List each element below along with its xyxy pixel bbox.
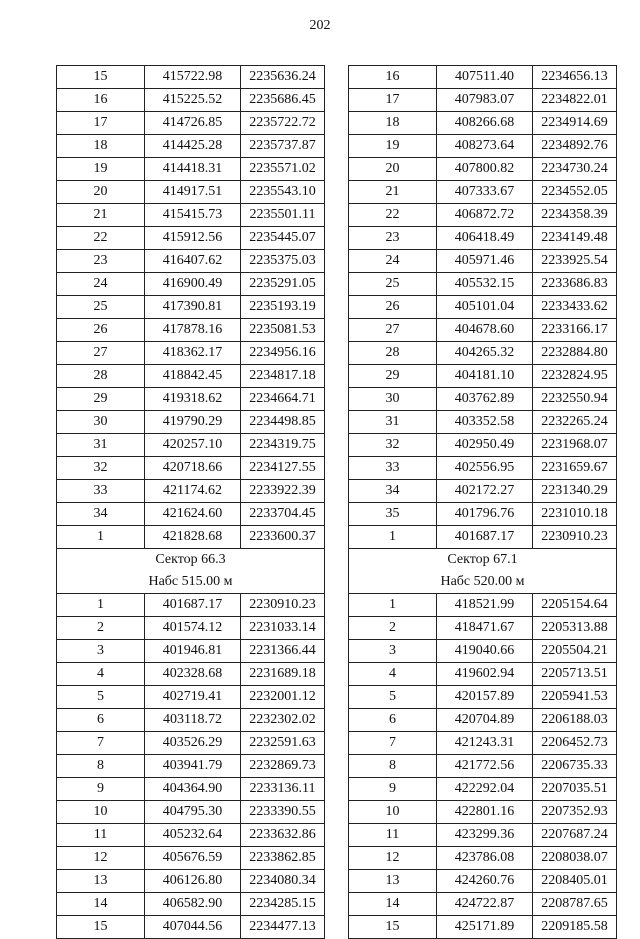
y-coordinate-cell: 2231033.14: [241, 617, 325, 640]
table-row: [349, 388, 617, 411]
page-number: 202: [309, 18, 331, 33]
x-coordinate-cell: 405676.59: [145, 847, 241, 870]
point-number-cell: 30: [349, 388, 437, 411]
y-coordinate-cell: 2234730.24: [533, 158, 617, 181]
y-coordinate-cell: 2235193.19: [241, 296, 325, 319]
y-coordinate-cell: 2234817.18: [241, 365, 325, 388]
table-row: [57, 801, 325, 824]
point-number-cell: 28: [57, 365, 145, 388]
point-number-cell: 3: [349, 640, 437, 663]
y-coordinate-cell: 2235571.02: [241, 158, 325, 181]
y-coordinate-cell: 2235501.11: [241, 204, 325, 227]
x-coordinate-cell: 423786.08: [437, 847, 533, 870]
y-coordinate-cell: 2232302.02: [241, 709, 325, 732]
sector-header-row: [57, 549, 325, 594]
point-number-cell: 25: [349, 273, 437, 296]
y-coordinate-cell: 2207035.51: [533, 778, 617, 801]
x-coordinate-cell: 418471.67: [437, 617, 533, 640]
y-coordinate-cell: 2233166.17: [533, 319, 617, 342]
table-row: [349, 89, 617, 112]
x-coordinate-cell: 419318.62: [145, 388, 241, 411]
table-row: [57, 250, 325, 273]
point-number-cell: 26: [349, 296, 437, 319]
table-row: [349, 66, 617, 89]
x-coordinate-cell: 421828.68: [145, 526, 241, 549]
point-number-cell: 23: [349, 227, 437, 250]
y-coordinate-cell: 2207352.93: [533, 801, 617, 824]
table-row: [57, 755, 325, 778]
point-number-cell: 29: [349, 365, 437, 388]
y-coordinate-cell: 2206735.33: [533, 755, 617, 778]
x-coordinate-cell: 404364.90: [145, 778, 241, 801]
point-number-cell: 31: [57, 434, 145, 457]
y-coordinate-cell: 2235543.10: [241, 181, 325, 204]
table-row: [57, 663, 325, 686]
table-row: [57, 594, 325, 617]
y-coordinate-cell: 2232550.94: [533, 388, 617, 411]
point-number-cell: 20: [349, 158, 437, 181]
sector-header: [349, 549, 617, 594]
point-number-cell: 19: [349, 135, 437, 158]
y-coordinate-cell: 2233686.83: [533, 273, 617, 296]
table-row: [349, 847, 617, 870]
x-coordinate-cell: 405101.04: [437, 296, 533, 319]
point-number-cell: 11: [349, 824, 437, 847]
point-number-cell: 6: [349, 709, 437, 732]
y-coordinate-cell: 2234914.69: [533, 112, 617, 135]
point-number-cell: 31: [349, 411, 437, 434]
table-row: [57, 319, 325, 342]
y-coordinate-cell: 2208405.01: [533, 870, 617, 893]
point-number-cell: 14: [57, 893, 145, 916]
point-number-cell: 8: [57, 755, 145, 778]
point-number-cell: 28: [349, 342, 437, 365]
x-coordinate-cell: 407983.07: [437, 89, 533, 112]
x-coordinate-cell: 417390.81: [145, 296, 241, 319]
x-coordinate-cell: 404181.10: [437, 365, 533, 388]
table-row: [349, 319, 617, 342]
point-number-cell: 12: [349, 847, 437, 870]
table-row: [57, 158, 325, 181]
point-number-cell: 4: [349, 663, 437, 686]
y-coordinate-cell: 2234552.05: [533, 181, 617, 204]
x-coordinate-cell: 406872.72: [437, 204, 533, 227]
table-row: [57, 480, 325, 503]
table-row: [57, 342, 325, 365]
point-number-cell: 14: [349, 893, 437, 916]
point-number-cell: 7: [349, 732, 437, 755]
y-coordinate-cell: 2208787.65: [533, 893, 617, 916]
table-row: [349, 916, 617, 939]
point-number-cell: 24: [57, 273, 145, 296]
sector-height: Набс 520.00 м: [440, 574, 525, 589]
table-row: [57, 824, 325, 847]
x-coordinate-cell: 403941.79: [145, 755, 241, 778]
table-row: [57, 617, 325, 640]
y-coordinate-cell: 2234477.13: [241, 916, 325, 939]
y-coordinate-cell: 2231659.67: [533, 457, 617, 480]
x-coordinate-cell: 401687.17: [145, 594, 241, 617]
point-number-cell: 32: [57, 457, 145, 480]
table-row: [349, 709, 617, 732]
table-row: [349, 112, 617, 135]
table-row: [349, 457, 617, 480]
point-number-cell: 11: [57, 824, 145, 847]
x-coordinate-cell: 419602.94: [437, 663, 533, 686]
point-number-cell: 35: [349, 503, 437, 526]
table-row: [349, 824, 617, 847]
y-coordinate-cell: 2235737.87: [241, 135, 325, 158]
point-number-cell: 33: [349, 457, 437, 480]
point-number-cell: 18: [57, 135, 145, 158]
table-row: [57, 732, 325, 755]
point-number-cell: 2: [349, 617, 437, 640]
point-number-cell: 23: [57, 250, 145, 273]
table-row: [349, 181, 617, 204]
point-number-cell: 1: [349, 526, 437, 549]
x-coordinate-cell: 406126.80: [145, 870, 241, 893]
y-coordinate-cell: 2205504.21: [533, 640, 617, 663]
point-number-cell: 22: [349, 204, 437, 227]
x-coordinate-cell: 402328.68: [145, 663, 241, 686]
y-coordinate-cell: 2234892.76: [533, 135, 617, 158]
table-row: [349, 686, 617, 709]
table-row: [57, 686, 325, 709]
y-coordinate-cell: 2232001.12: [241, 686, 325, 709]
x-coordinate-cell: 403762.89: [437, 388, 533, 411]
x-coordinate-cell: 402172.27: [437, 480, 533, 503]
table-row: [57, 273, 325, 296]
point-number-cell: 9: [57, 778, 145, 801]
x-coordinate-cell: 422292.04: [437, 778, 533, 801]
table-row: [349, 411, 617, 434]
y-coordinate-cell: 2205313.88: [533, 617, 617, 640]
x-coordinate-cell: 408273.64: [437, 135, 533, 158]
table-row: [349, 135, 617, 158]
x-coordinate-cell: 418521.99: [437, 594, 533, 617]
y-coordinate-cell: 2233136.11: [241, 778, 325, 801]
point-number-cell: 19: [57, 158, 145, 181]
y-coordinate-cell: 2235291.05: [241, 273, 325, 296]
y-coordinate-cell: 2234080.34: [241, 870, 325, 893]
table-row: [349, 227, 617, 250]
y-coordinate-cell: 2234358.39: [533, 204, 617, 227]
y-coordinate-cell: 2206452.73: [533, 732, 617, 755]
table-row: [349, 617, 617, 640]
table-row: [57, 227, 325, 250]
y-coordinate-cell: 2233433.62: [533, 296, 617, 319]
x-coordinate-cell: 407333.67: [437, 181, 533, 204]
y-coordinate-cell: 2234319.75: [241, 434, 325, 457]
table-row: [349, 640, 617, 663]
x-coordinate-cell: 419790.29: [145, 411, 241, 434]
point-number-cell: 22: [57, 227, 145, 250]
x-coordinate-cell: 420704.89: [437, 709, 533, 732]
y-coordinate-cell: 2233925.54: [533, 250, 617, 273]
y-coordinate-cell: 2205154.64: [533, 594, 617, 617]
table-row: [57, 296, 325, 319]
point-number-cell: 30: [57, 411, 145, 434]
point-number-cell: 21: [349, 181, 437, 204]
table-row: [349, 801, 617, 824]
table-row: [349, 503, 617, 526]
x-coordinate-cell: 424722.87: [437, 893, 533, 916]
point-number-cell: 15: [349, 916, 437, 939]
x-coordinate-cell: 403352.58: [437, 411, 533, 434]
y-coordinate-cell: 2230910.23: [241, 594, 325, 617]
point-number-cell: 16: [57, 89, 145, 112]
coordinates-table-left: [56, 65, 325, 939]
x-coordinate-cell: 421243.31: [437, 732, 533, 755]
y-coordinate-cell: 2235722.72: [241, 112, 325, 135]
y-coordinate-cell: 2235375.03: [241, 250, 325, 273]
table-row: [57, 365, 325, 388]
point-number-cell: 27: [349, 319, 437, 342]
table-row: [57, 709, 325, 732]
y-coordinate-cell: 2233862.85: [241, 847, 325, 870]
sector-header: [57, 549, 325, 594]
x-coordinate-cell: 403526.29: [145, 732, 241, 755]
table-row: [57, 870, 325, 893]
table-row: [57, 135, 325, 158]
table-row: [57, 778, 325, 801]
table-row: [57, 893, 325, 916]
y-coordinate-cell: 2234664.71: [241, 388, 325, 411]
table-row: [349, 158, 617, 181]
table-row: [349, 870, 617, 893]
y-coordinate-cell: 2233704.45: [241, 503, 325, 526]
x-coordinate-cell: 415225.52: [145, 89, 241, 112]
table-row: [57, 411, 325, 434]
table-row: [57, 204, 325, 227]
point-number-cell: 1: [57, 594, 145, 617]
x-coordinate-cell: 419040.66: [437, 640, 533, 663]
table-row: [57, 503, 325, 526]
point-number-cell: 18: [349, 112, 437, 135]
x-coordinate-cell: 404678.60: [437, 319, 533, 342]
y-coordinate-cell: 2230910.23: [533, 526, 617, 549]
x-coordinate-cell: 423299.36: [437, 824, 533, 847]
point-number-cell: 21: [57, 204, 145, 227]
point-number-cell: 25: [57, 296, 145, 319]
y-coordinate-cell: 2232884.80: [533, 342, 617, 365]
point-number-cell: 12: [57, 847, 145, 870]
x-coordinate-cell: 421772.56: [437, 755, 533, 778]
x-coordinate-cell: 420257.10: [145, 434, 241, 457]
point-number-cell: 4: [57, 663, 145, 686]
x-coordinate-cell: 407044.56: [145, 916, 241, 939]
y-coordinate-cell: 2206188.03: [533, 709, 617, 732]
table-row: [57, 66, 325, 89]
y-coordinate-cell: 2233600.37: [241, 526, 325, 549]
point-number-cell: 26: [57, 319, 145, 342]
x-coordinate-cell: 421624.60: [145, 503, 241, 526]
table-row: [349, 893, 617, 916]
x-coordinate-cell: 401687.17: [437, 526, 533, 549]
y-coordinate-cell: 2234149.48: [533, 227, 617, 250]
y-coordinate-cell: 2234285.15: [241, 893, 325, 916]
point-number-cell: 27: [57, 342, 145, 365]
x-coordinate-cell: 415415.73: [145, 204, 241, 227]
y-coordinate-cell: 2232869.73: [241, 755, 325, 778]
x-coordinate-cell: 405971.46: [437, 250, 533, 273]
y-coordinate-cell: 2234956.16: [241, 342, 325, 365]
x-coordinate-cell: 407511.40: [437, 66, 533, 89]
x-coordinate-cell: 414425.28: [145, 135, 241, 158]
table-row: [349, 342, 617, 365]
point-number-cell: 34: [57, 503, 145, 526]
point-number-cell: 34: [349, 480, 437, 503]
y-coordinate-cell: 2232265.24: [533, 411, 617, 434]
y-coordinate-cell: 2232824.95: [533, 365, 617, 388]
x-coordinate-cell: 414917.51: [145, 181, 241, 204]
point-number-cell: 5: [349, 686, 437, 709]
table-row: [349, 755, 617, 778]
point-number-cell: 32: [349, 434, 437, 457]
point-number-cell: 5: [57, 686, 145, 709]
y-coordinate-cell: 2231689.18: [241, 663, 325, 686]
table-row: [57, 388, 325, 411]
x-coordinate-cell: 402719.41: [145, 686, 241, 709]
point-number-cell: 9: [349, 778, 437, 801]
y-coordinate-cell: 2231968.07: [533, 434, 617, 457]
y-coordinate-cell: 2231010.18: [533, 503, 617, 526]
y-coordinate-cell: 2235081.53: [241, 319, 325, 342]
sector-height: Набс 515.00 м: [148, 574, 233, 589]
table-row: [57, 457, 325, 480]
y-coordinate-cell: 2205941.53: [533, 686, 617, 709]
x-coordinate-cell: 417878.16: [145, 319, 241, 342]
table-row: [349, 365, 617, 388]
y-coordinate-cell: 2233632.86: [241, 824, 325, 847]
point-number-cell: 24: [349, 250, 437, 273]
y-coordinate-cell: 2235686.45: [241, 89, 325, 112]
x-coordinate-cell: 416900.49: [145, 273, 241, 296]
table-row: [57, 526, 325, 549]
x-coordinate-cell: 422801.16: [437, 801, 533, 824]
y-coordinate-cell: 2234127.55: [241, 457, 325, 480]
point-number-cell: 8: [349, 755, 437, 778]
x-coordinate-cell: 401796.76: [437, 503, 533, 526]
x-coordinate-cell: 414418.31: [145, 158, 241, 181]
x-coordinate-cell: 414726.85: [145, 112, 241, 135]
table-row: [349, 663, 617, 686]
y-coordinate-cell: 2233922.39: [241, 480, 325, 503]
point-number-cell: 13: [57, 870, 145, 893]
point-number-cell: 15: [57, 66, 145, 89]
y-coordinate-cell: 2231366.44: [241, 640, 325, 663]
y-coordinate-cell: 2207687.24: [533, 824, 617, 847]
x-coordinate-cell: 408266.68: [437, 112, 533, 135]
x-coordinate-cell: 418842.45: [145, 365, 241, 388]
table-row: [57, 434, 325, 457]
x-coordinate-cell: 425171.89: [437, 916, 533, 939]
sector-header-row: [349, 549, 617, 594]
table-row: [349, 526, 617, 549]
table-row: [57, 640, 325, 663]
x-coordinate-cell: 420718.66: [145, 457, 241, 480]
y-coordinate-cell: 2205713.51: [533, 663, 617, 686]
point-number-cell: 10: [57, 801, 145, 824]
table-row: [349, 250, 617, 273]
x-coordinate-cell: 424260.76: [437, 870, 533, 893]
table-row: [57, 916, 325, 939]
table-row: [349, 296, 617, 319]
point-number-cell: 13: [349, 870, 437, 893]
point-number-cell: 1: [349, 594, 437, 617]
table-row: [349, 732, 617, 755]
y-coordinate-cell: 2234822.01: [533, 89, 617, 112]
y-coordinate-cell: 2234656.13: [533, 66, 617, 89]
table-row: [57, 181, 325, 204]
point-number-cell: 15: [57, 916, 145, 939]
table-row: [349, 273, 617, 296]
x-coordinate-cell: 401574.12: [145, 617, 241, 640]
x-coordinate-cell: 404265.32: [437, 342, 533, 365]
point-number-cell: 17: [57, 112, 145, 135]
x-coordinate-cell: 415722.98: [145, 66, 241, 89]
table-row: [349, 434, 617, 457]
y-coordinate-cell: 2231340.29: [533, 480, 617, 503]
x-coordinate-cell: 402556.95: [437, 457, 533, 480]
y-coordinate-cell: 2232591.63: [241, 732, 325, 755]
x-coordinate-cell: 418362.17: [145, 342, 241, 365]
point-number-cell: 6: [57, 709, 145, 732]
x-coordinate-cell: 404795.30: [145, 801, 241, 824]
y-coordinate-cell: 2208038.07: [533, 847, 617, 870]
x-coordinate-cell: 406418.49: [437, 227, 533, 250]
table-row: [349, 778, 617, 801]
y-coordinate-cell: 2209185.58: [533, 916, 617, 939]
x-coordinate-cell: 406582.90: [145, 893, 241, 916]
y-coordinate-cell: 2235445.07: [241, 227, 325, 250]
y-coordinate-cell: 2234498.85: [241, 411, 325, 434]
y-coordinate-cell: 2235636.24: [241, 66, 325, 89]
x-coordinate-cell: 405532.15: [437, 273, 533, 296]
x-coordinate-cell: 416407.62: [145, 250, 241, 273]
coordinates-table-right: [348, 65, 617, 939]
point-number-cell: 7: [57, 732, 145, 755]
point-number-cell: 10: [349, 801, 437, 824]
x-coordinate-cell: 407800.82: [437, 158, 533, 181]
sector-title: Сектор 66.3: [155, 552, 226, 567]
point-number-cell: 16: [349, 66, 437, 89]
x-coordinate-cell: 403118.72: [145, 709, 241, 732]
point-number-cell: 3: [57, 640, 145, 663]
point-number-cell: 20: [57, 181, 145, 204]
point-number-cell: 33: [57, 480, 145, 503]
point-number-cell: 2: [57, 617, 145, 640]
point-number-cell: 29: [57, 388, 145, 411]
y-coordinate-cell: 2233390.55: [241, 801, 325, 824]
table-row: [57, 89, 325, 112]
x-coordinate-cell: 402950.49: [437, 434, 533, 457]
table-row: [349, 480, 617, 503]
x-coordinate-cell: 421174.62: [145, 480, 241, 503]
point-number-cell: 17: [349, 89, 437, 112]
x-coordinate-cell: 415912.56: [145, 227, 241, 250]
table-row: [57, 112, 325, 135]
x-coordinate-cell: 405232.64: [145, 824, 241, 847]
table-row: [349, 204, 617, 227]
point-number-cell: 1: [57, 526, 145, 549]
x-coordinate-cell: 401946.81: [145, 640, 241, 663]
x-coordinate-cell: 420157.89: [437, 686, 533, 709]
table-row: [57, 847, 325, 870]
table-row: [349, 594, 617, 617]
sector-title: Сектор 67.1: [447, 552, 518, 567]
